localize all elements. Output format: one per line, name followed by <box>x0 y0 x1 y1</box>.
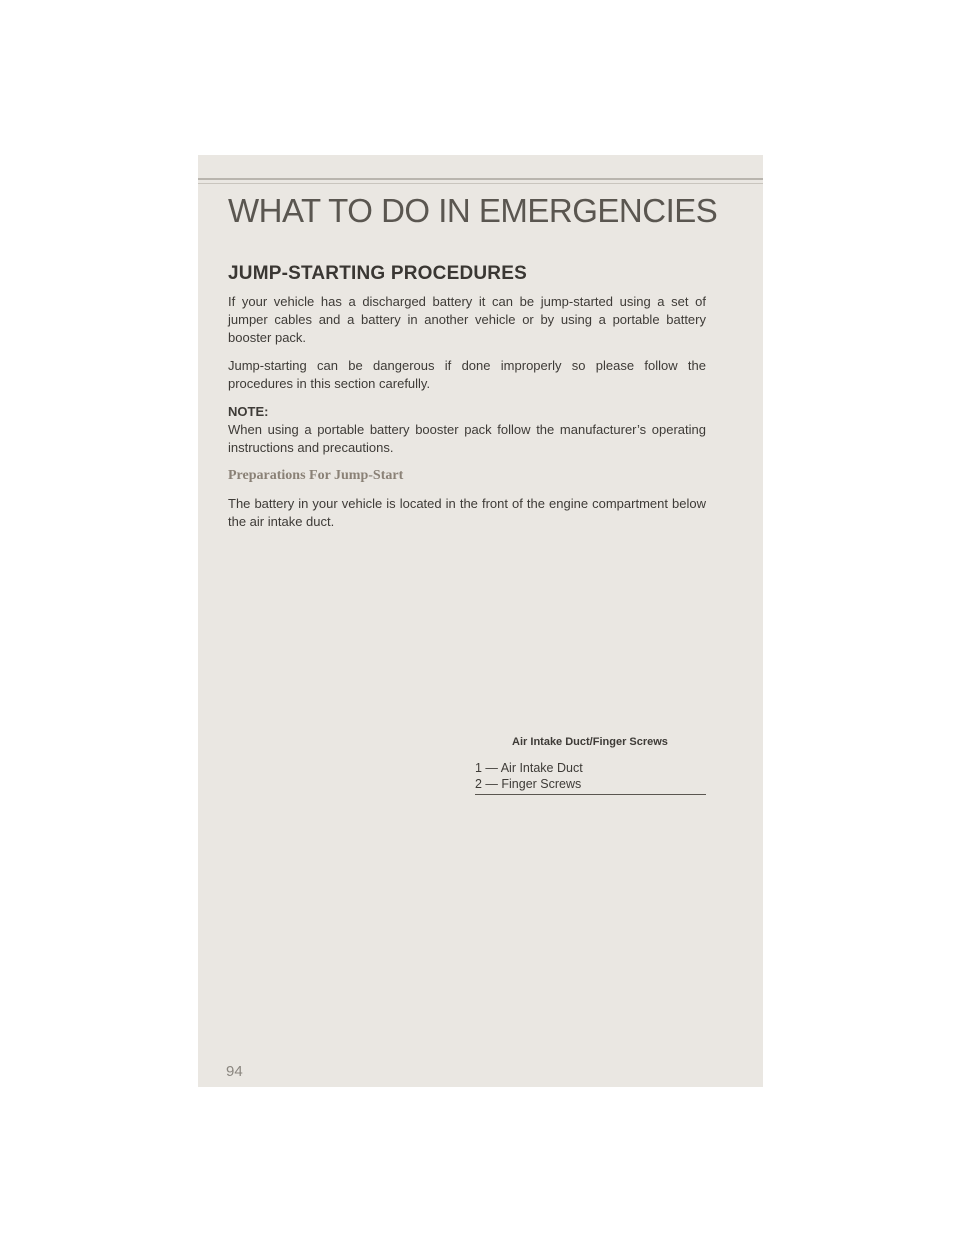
paragraph-intro: If your vehicle has a discharged battery it can be jump-started using a set of jumper cables and a battery in another vehicle or by using a portable battery booster pack. <box>228 294 706 345</box>
legend-item: 1 — Air Intake Duct <box>475 761 583 775</box>
subheading: Preparations For Jump-Start <box>228 468 404 483</box>
figure-caption: Air Intake Duct/Finger Screws <box>512 736 668 748</box>
paragraph-warning: Jump-starting can be dangerous if done improperly so please follow the procedures in this section carefully. <box>228 358 706 391</box>
legend-rule <box>475 794 706 795</box>
page-number: 94 <box>226 1063 243 1080</box>
heading: JUMP-STARTING PROCEDURES <box>228 263 527 284</box>
note-label: NOTE: <box>228 404 269 419</box>
paragraph-battery-location: The battery in your vehicle is located in the front of the engine compartment below the air intake duct. <box>228 496 706 529</box>
header-rule-thin <box>198 183 763 184</box>
page-content <box>228 265 706 541</box>
section-title: WHAT TO DO IN EMERGENCIES <box>228 192 718 229</box>
note-text: When using a portable battery booster pack follow the manufacturer’s operating instructions and precautions. <box>228 422 706 455</box>
figure-legend <box>475 760 705 792</box>
legend-item: 2 — Finger Screws <box>475 777 582 791</box>
header-rule <box>198 178 763 180</box>
manual-page <box>198 155 763 1087</box>
